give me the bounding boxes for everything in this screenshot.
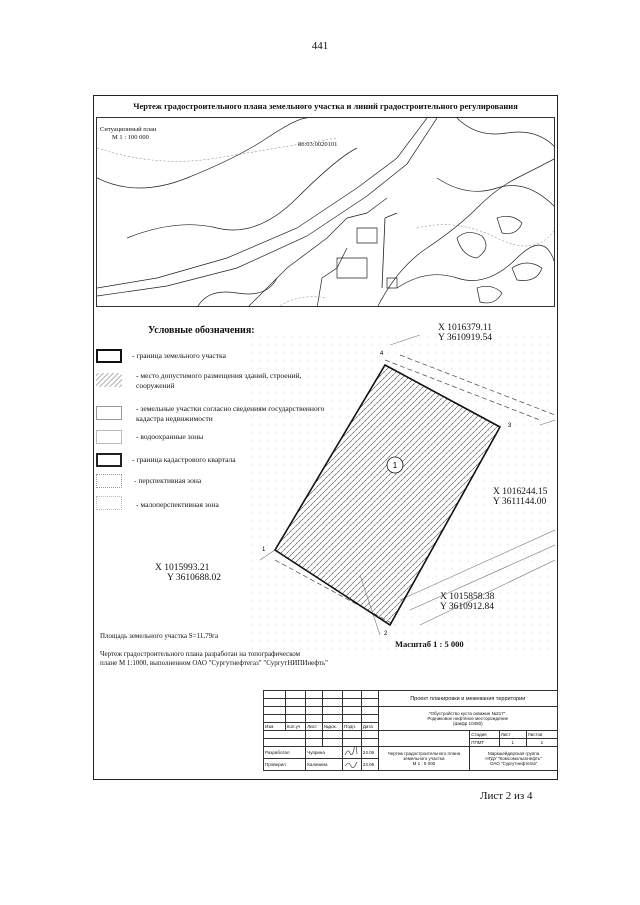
vertex-2-coordinates: X 1015858.38 Y 3610912.84	[440, 592, 495, 612]
organization: Маркшейдерская группа НГДУ "Комсомольскнефть" ОАО "Сургутнефтегаз"	[470, 747, 558, 771]
sheet-label: Лист 2 из 4	[480, 790, 533, 802]
water-protection-swatch	[96, 430, 122, 444]
vertex-3-label: 3	[508, 423, 512, 429]
vertex-1-label: 1	[262, 547, 266, 553]
quarter-boundary-swatch	[96, 453, 122, 467]
title-block: Проект планировки и межевания территории "Обустройство куста скважин №217". Родниковое нефтяное месторождение (Шифр 10480) Изм. Кол.уч Лист №док. Подп. Дата Стадия Лист Листов ППМТ 1 1 Разработал Чуприна 24.06 Чертеж градостроительного плана земельного участка М 1 : 5 000 Маркшейдерская группа НГДУ "Комсомольскнефть" ОАО "Сургутнефтегаз" Проверил Калинина 24.06	[263, 690, 558, 778]
building-zone-number: 1	[392, 461, 398, 470]
signature-2	[343, 759, 362, 771]
building-zone-swatch	[96, 373, 122, 387]
vertex-2-label: 2	[384, 631, 388, 637]
drawing-title: Чертеж градостроительного плана земельного участка и линий градостроительного регулирования	[133, 101, 518, 111]
prospective-zone-swatch	[96, 474, 122, 488]
cadastre-plots-swatch	[96, 406, 122, 420]
scale-label: Масштаб 1 : 5 000	[395, 639, 464, 649]
project-title: Проект планировки и межевания территории	[378, 691, 557, 707]
low-prospective-zone-swatch	[96, 496, 122, 510]
vertex-4-coordinates: X 1016379.11 Y 3610919.54	[438, 323, 493, 343]
vertex-3-coordinates: X 1016244.15 Y 3611144.00	[493, 487, 548, 507]
page-number: 441	[311, 40, 329, 52]
signature-1	[343, 747, 362, 759]
area-note: Площадь земельного участка S=11,79га	[100, 632, 219, 640]
source-note: Чертеж градостроительного плана разработан на топографическом плане М 1:1000, выполненном ОАО "Сургутнефтегаз" "СургутНИПИнефть"	[100, 650, 328, 667]
plot-boundary-swatch	[96, 349, 122, 363]
legend-heading: Условные обозначения:	[148, 325, 255, 336]
object-name: "Обустройство куста скважин №217". Родниковое нефтяное месторождение (Шифр 10480)	[378, 707, 557, 731]
cadastral-code-label: 86:03:0020101	[298, 141, 338, 148]
vertex-4-label: 4	[380, 351, 384, 357]
vertex-1-coordinates: X 1015993.21 Y 3610688.02	[155, 563, 222, 583]
drawing-name: Чертеж градостроительного плана земельного участка М 1 : 5 000	[378, 747, 470, 771]
inset-label: Ситуационный план М 1 : 100 000	[100, 126, 157, 141]
